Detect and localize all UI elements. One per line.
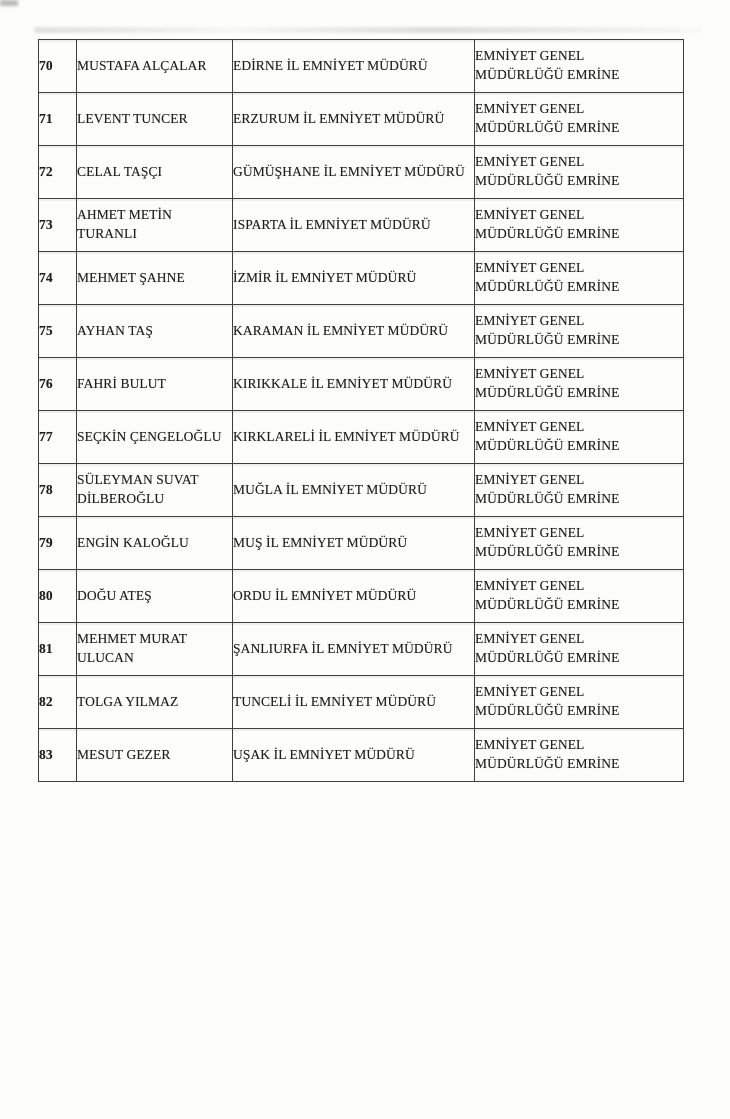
person-name: TOLGA YILMAZ — [77, 693, 179, 709]
position-cell — [233, 252, 475, 305]
assignment-line-2: MÜDÜRLÜĞÜ EMRİNE — [475, 385, 620, 400]
current-position: TUNCELİ İL EMNİYET MÜDÜRÜ — [233, 693, 437, 709]
person-name: ENGİN KALOĞLU — [77, 534, 189, 550]
assignment-line-2: MÜDÜRLÜĞÜ EMRİNE — [475, 67, 620, 82]
assignment-line-2: MÜDÜRLÜĞÜ EMRİNE — [475, 544, 620, 559]
assignment-line-2: MÜDÜRLÜĞÜ EMRİNE — [475, 279, 620, 294]
table-row — [39, 40, 684, 93]
name-cell — [77, 40, 233, 93]
row-number-cell — [39, 199, 77, 252]
position-cell — [233, 146, 475, 199]
position-cell — [233, 729, 475, 782]
row-number-cell — [39, 40, 77, 93]
assignment-line-1: EMNİYET GENEL — [475, 631, 585, 647]
table-row — [39, 570, 684, 623]
row-number: 73 — [39, 216, 53, 232]
assignment-line-1: EMNİYET GENEL — [475, 260, 585, 276]
row-number: 83 — [39, 746, 53, 762]
assignment-cell — [475, 570, 684, 623]
row-number-cell — [39, 623, 77, 676]
assignment-line-2: MÜDÜRLÜĞÜ EMRİNE — [475, 226, 620, 241]
row-number: 81 — [39, 640, 53, 656]
name-cell — [77, 570, 233, 623]
assignment-line-2: MÜDÜRLÜĞÜ EMRİNE — [475, 703, 620, 718]
name-cell — [77, 305, 233, 358]
current-position: KIRKLARELİ İL EMNİYET MÜDÜRÜ — [233, 428, 460, 444]
assignment-cell — [475, 40, 684, 93]
current-position: UŞAK İL EMNİYET MÜDÜRÜ — [233, 746, 415, 762]
row-number: 78 — [39, 481, 53, 497]
row-number: 75 — [39, 322, 53, 338]
row-number: 71 — [39, 110, 53, 126]
table-row — [39, 305, 684, 358]
name-cell — [77, 93, 233, 146]
assignment-line-2: MÜDÜRLÜĞÜ EMRİNE — [475, 120, 620, 135]
assignment-cell — [475, 464, 684, 517]
assignment-cell — [475, 305, 684, 358]
current-position: EDİRNE İL EMNİYET MÜDÜRÜ — [233, 57, 428, 73]
row-number-cell — [39, 570, 77, 623]
assignment-line-1: EMNİYET GENEL — [475, 207, 585, 223]
person-name: MEHMET MURAT ULUCAN — [77, 631, 187, 665]
row-number: 82 — [39, 693, 53, 709]
name-cell — [77, 411, 233, 464]
row-number-cell — [39, 517, 77, 570]
assignment-table — [38, 39, 684, 782]
person-name: AYHAN TAŞ — [77, 322, 153, 338]
person-name: MEHMET ŞAHNE — [77, 269, 185, 285]
assignment-line-2: MÜDÜRLÜĞÜ EMRİNE — [475, 756, 620, 771]
table-row — [39, 358, 684, 411]
table-row — [39, 199, 684, 252]
assignment-line-1: EMNİYET GENEL — [475, 578, 585, 594]
name-cell — [77, 146, 233, 199]
scan-artifact-streak — [34, 27, 702, 33]
position-cell — [233, 464, 475, 517]
row-number-cell — [39, 411, 77, 464]
row-number: 77 — [39, 428, 53, 444]
assignment-line-1: EMNİYET GENEL — [475, 101, 585, 117]
table-row — [39, 676, 684, 729]
row-number: 79 — [39, 534, 53, 550]
row-number-cell — [39, 676, 77, 729]
name-cell — [77, 676, 233, 729]
scan-artifact-corner — [0, 0, 18, 6]
person-name: MESUT GEZER — [77, 746, 171, 762]
assignment-line-2: MÜDÜRLÜĞÜ EMRİNE — [475, 332, 620, 347]
person-name: MUSTAFA ALÇALAR — [77, 57, 207, 73]
row-number-cell — [39, 93, 77, 146]
table-row — [39, 623, 684, 676]
row-number: 70 — [39, 57, 53, 73]
assignment-line-1: EMNİYET GENEL — [475, 313, 585, 329]
row-number: 74 — [39, 269, 53, 285]
assignment-cell — [475, 199, 684, 252]
current-position: ORDU İL EMNİYET MÜDÜRÜ — [233, 587, 417, 603]
position-cell — [233, 199, 475, 252]
table-row — [39, 252, 684, 305]
assignment-line-1: EMNİYET GENEL — [475, 525, 585, 541]
assignment-cell — [475, 411, 684, 464]
table-row — [39, 464, 684, 517]
person-name: AHMET METİN TURANLI — [77, 207, 172, 241]
assignment-table-body — [39, 40, 684, 782]
position-cell — [233, 358, 475, 411]
person-name: FAHRİ BULUT — [77, 375, 166, 391]
current-position: ERZURUM İL EMNİYET MÜDÜRÜ — [233, 110, 445, 126]
assignment-line-2: MÜDÜRLÜĞÜ EMRİNE — [475, 491, 620, 506]
current-position: ISPARTA İL EMNİYET MÜDÜRÜ — [233, 216, 431, 232]
position-cell — [233, 305, 475, 358]
position-cell — [233, 411, 475, 464]
position-cell — [233, 93, 475, 146]
row-number: 76 — [39, 375, 53, 391]
assignment-cell — [475, 676, 684, 729]
name-cell — [77, 623, 233, 676]
name-cell — [77, 358, 233, 411]
current-position: GÜMÜŞHANE İL EMNİYET MÜDÜRÜ — [233, 163, 465, 179]
table-row — [39, 146, 684, 199]
position-cell — [233, 40, 475, 93]
assignment-line-1: EMNİYET GENEL — [475, 419, 585, 435]
person-name: SEÇKİN ÇENGELOĞLU — [77, 428, 222, 444]
position-cell — [233, 570, 475, 623]
row-number-cell — [39, 729, 77, 782]
position-cell — [233, 676, 475, 729]
assignment-line-1: EMNİYET GENEL — [475, 48, 585, 64]
assignment-cell — [475, 358, 684, 411]
assignment-line-2: MÜDÜRLÜĞÜ EMRİNE — [475, 597, 620, 612]
assignment-cell — [475, 93, 684, 146]
assignment-line-1: EMNİYET GENEL — [475, 684, 585, 700]
row-number-cell — [39, 305, 77, 358]
table-row — [39, 411, 684, 464]
name-cell — [77, 199, 233, 252]
assignment-cell — [475, 729, 684, 782]
assignment-line-1: EMNİYET GENEL — [475, 737, 585, 753]
row-number-cell — [39, 252, 77, 305]
row-number: 80 — [39, 587, 53, 603]
assignment-line-2: MÜDÜRLÜĞÜ EMRİNE — [475, 650, 620, 665]
assignment-line-1: EMNİYET GENEL — [475, 366, 585, 382]
assignment-line-2: MÜDÜRLÜĞÜ EMRİNE — [475, 438, 620, 453]
name-cell — [77, 517, 233, 570]
current-position: KIRIKKALE İL EMNİYET MÜDÜRÜ — [233, 375, 453, 391]
assignment-cell — [475, 517, 684, 570]
name-cell — [77, 729, 233, 782]
person-name: CELAL TAŞÇI — [77, 163, 163, 179]
assignment-cell — [475, 252, 684, 305]
row-number-cell — [39, 464, 77, 517]
table-row — [39, 517, 684, 570]
person-name: DOĞU ATEŞ — [77, 587, 152, 603]
assignment-cell — [475, 146, 684, 199]
current-position: ŞANLIURFA İL EMNİYET MÜDÜRÜ — [233, 640, 453, 656]
name-cell — [77, 464, 233, 517]
current-position: KARAMAN İL EMNİYET MÜDÜRÜ — [233, 322, 449, 338]
table-row — [39, 93, 684, 146]
person-name: LEVENT TUNCER — [77, 110, 188, 126]
assignment-cell — [475, 623, 684, 676]
table-row — [39, 729, 684, 782]
assignment-line-2: MÜDÜRLÜĞÜ EMRİNE — [475, 173, 620, 188]
current-position: MUĞLA İL EMNİYET MÜDÜRÜ — [233, 481, 427, 497]
position-cell — [233, 623, 475, 676]
person-name: SÜLEYMAN SUVAT DİLBEROĞLU — [77, 472, 199, 506]
position-cell — [233, 517, 475, 570]
current-position: İZMİR İL EMNİYET MÜDÜRÜ — [233, 269, 417, 285]
assignment-line-1: EMNİYET GENEL — [475, 472, 585, 488]
name-cell — [77, 252, 233, 305]
row-number-cell — [39, 358, 77, 411]
row-number: 72 — [39, 163, 53, 179]
row-number-cell — [39, 146, 77, 199]
assignment-line-1: EMNİYET GENEL — [475, 154, 585, 170]
current-position: MUŞ İL EMNİYET MÜDÜRÜ — [233, 534, 408, 550]
